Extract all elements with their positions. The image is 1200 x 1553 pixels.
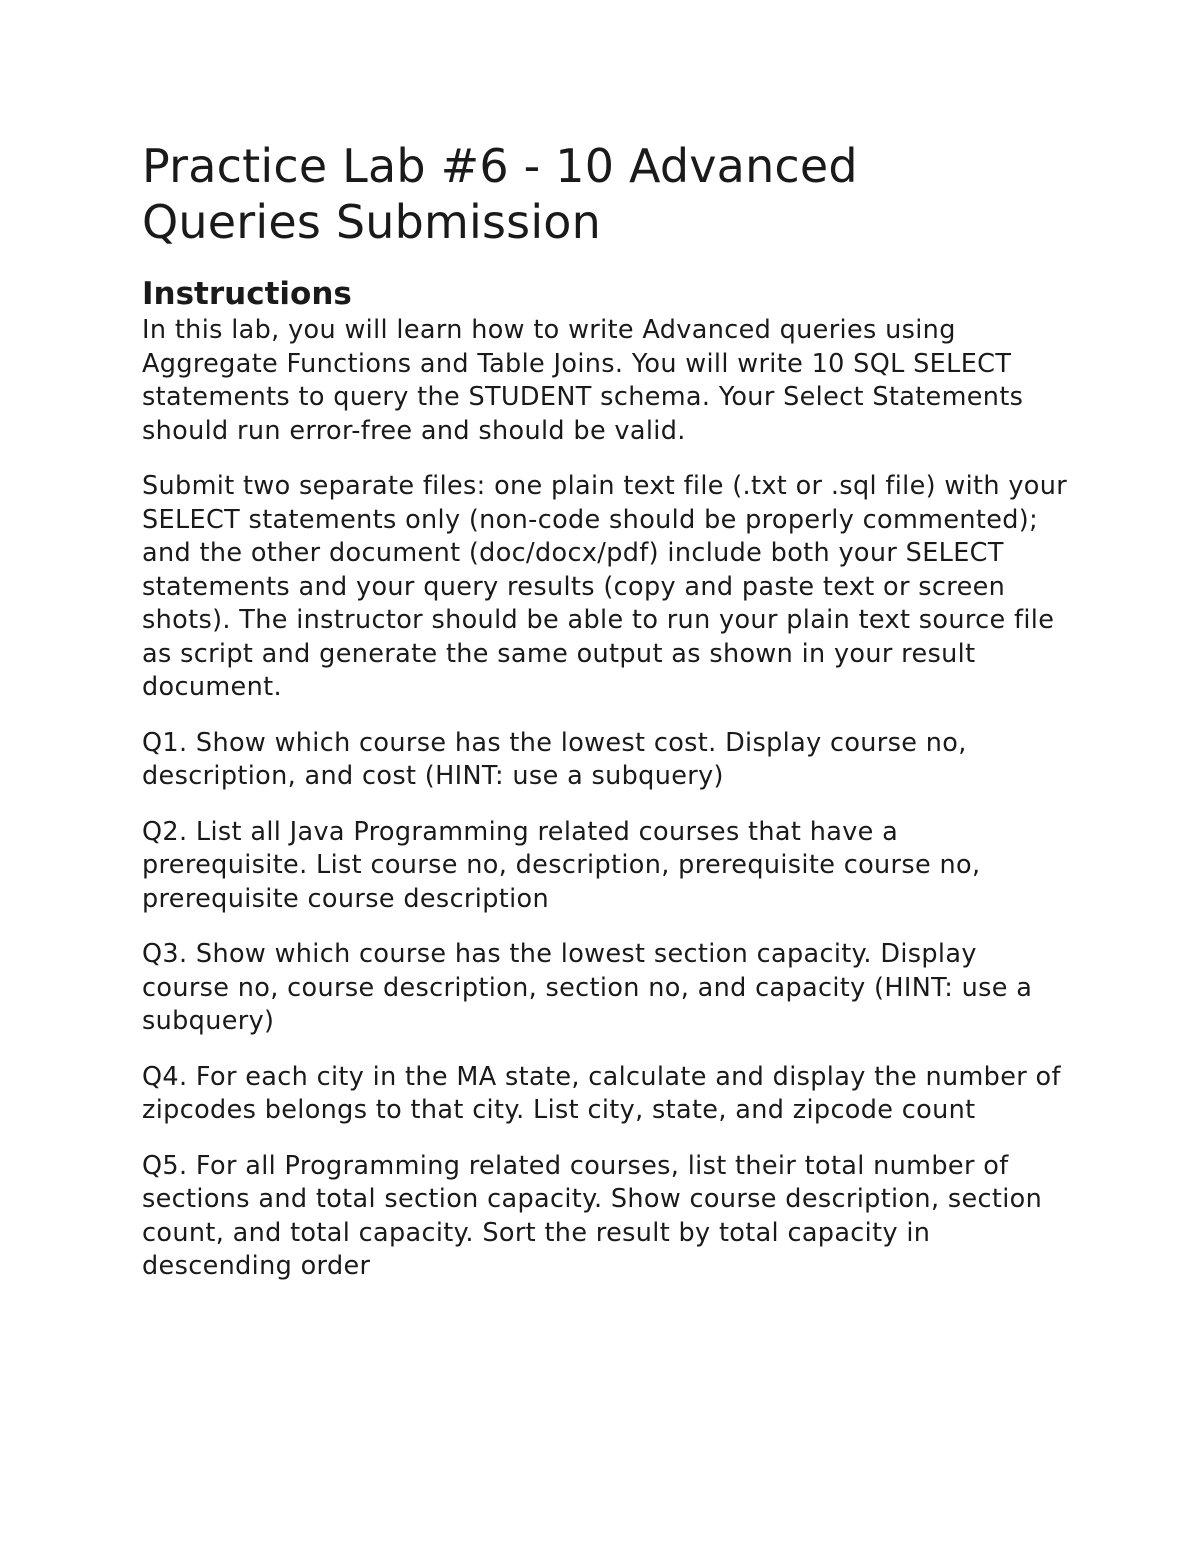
question-3: Q3. Show which course has the lowest section capacity. Display course no, course description, section no, and capacity (HINT: use a subquery) [142,939,1033,1036]
question-2: Q2. List all Java Programming related courses that have a prerequisite. List course no, description, prerequisite course no, prerequisite course description [142,816,981,914]
document-page [142,138,1072,1306]
question-4: Q4. For each city in the MA state, calculate and display the number of zipcodes belongs to that city. List city, state, and zipcode count [142,1061,1061,1125]
title-line-2: Queries Submission [142,195,601,249]
question-5: Q5. For all Programming related courses, list their total number of sections and total section capacity. Show course description, section count, and total capacity. Sort the result by total capacity in descending order [142,1150,1043,1281]
document-title [142,138,1072,250]
submission-paragraph: Submit two separate files: one plain text file (.txt or .sql file) with your SELECT statements only (non-code should be properly commented); and the other document (doc/docx/pdf) include both your SELECT statements and your query results (copy and paste text or screen shots). The instructor should be able to run your plain text source file as script and generate the same output as shown in your result document. [142,471,1068,702]
instructions-heading: Instructions [142,276,352,312]
question-1: Q1. Show which course has the lowest cost. Display course no, description, and cost (HINT: use a subquery) [142,727,967,791]
intro-paragraph: In this lab, you will learn how to write Advanced queries using Aggregate Functions and Table Joins. You will write 10 SQL SELECT statements to query the STUDENT schema. Your Select Statements should run error-free and should be valid. [142,315,1024,446]
title-line-1: Practice Lab #6 - 10 Advanced [142,139,858,193]
